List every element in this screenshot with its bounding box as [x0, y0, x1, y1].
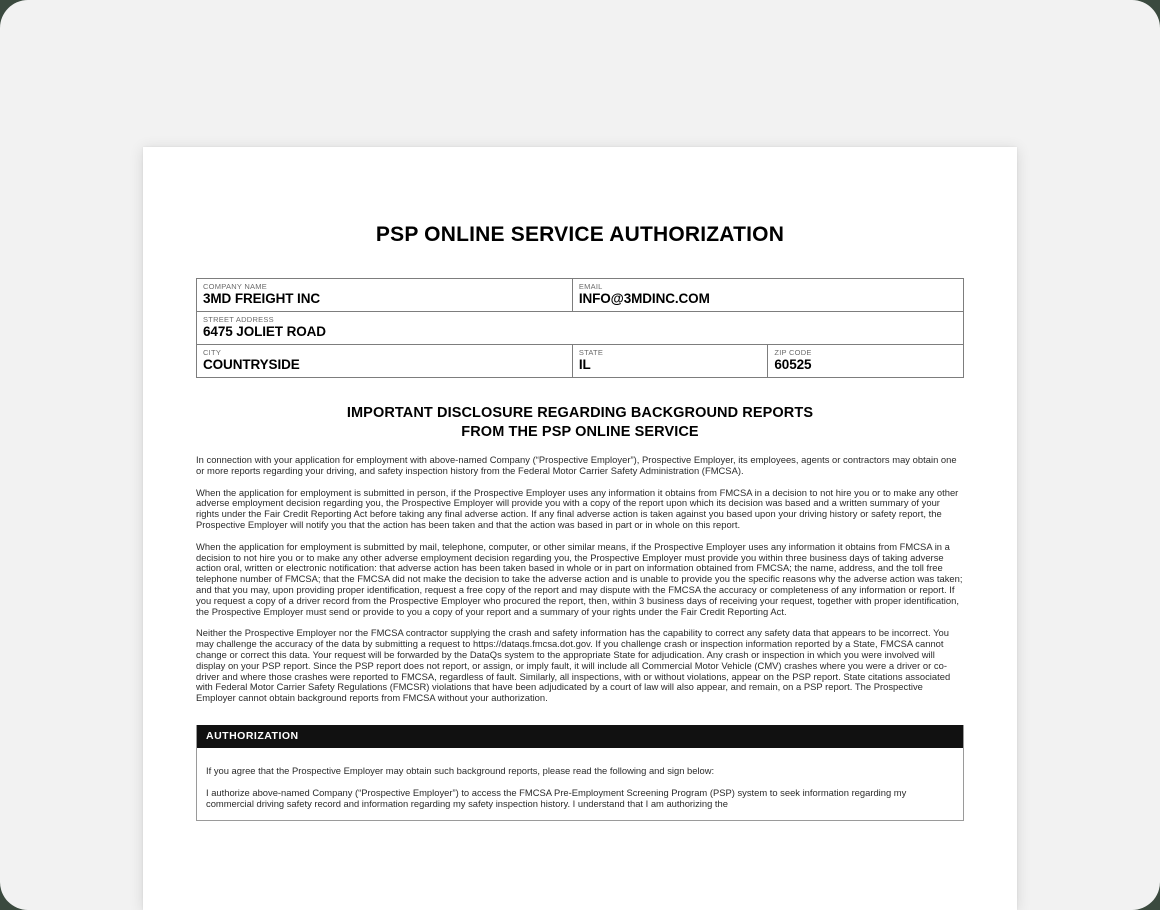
- authorization-body: [197, 748, 963, 809]
- disclosure-body: [196, 441, 964, 704]
- company-info-table: [196, 278, 964, 378]
- authorization-intro-text: If you agree that the Prospective Employer may obtain such background reports, please read the following and sign below:: [206, 764, 715, 776]
- field-label-state: STATE: [578, 348, 604, 357]
- field-label-zip-code: ZIP CODE: [774, 348, 812, 357]
- field-street-address[interactable]: [197, 312, 964, 345]
- disclosure-paragraph-1: In connection with your application for employment with above-named Company (“Prospective Employer”), Prospective Employer, its employees, agents or contractors may obtain one or more reports regarding your driving, and safety inspection history from the Federal Motor Carrier Safety Administration (FMCSA).: [196, 454, 957, 476]
- table-row: [197, 345, 964, 378]
- table-row: [197, 279, 964, 312]
- authorization-section: [196, 725, 964, 821]
- field-value-zip-code: 60525: [774, 357, 812, 372]
- disclosure-paragraph-3: When the application for employment is submitted by mail, telephone, computer, or other similar means, if the Prospective Employer uses any information it obtains from FMCSA in a decision to not hire you or to make any other adverse employment decision regarding you, the Prospective Employer must provide you within three business days of taking adverse action oral, written or electronic notification: that adverse action has been taken based in whole or in part on information obtained from FMCSA; the name, address, and the toll free telephone number of FMCSA; that the FMCSA did not make the decision to take the adverse action and is unable to provide you the specific reasons why the adverse action was taken; and that you may, upon providing proper identification, request a free copy of the report and may dispute with the FMCSA the accuracy or completeness of any information or report. If you request a copy of a driver record from the Prospective Employer who procured the report, then, within 3 business days of receiving your request, together with proper identification, the Prospective Employer must send or provide to you a copy of your report and a summary of your rights under the Fair Credit Reporting Act.: [196, 540, 963, 617]
- field-value-email: INFO@3MDINC.COM: [578, 291, 710, 306]
- field-value-company-name: 3MD FREIGHT INC: [203, 291, 321, 306]
- disclosure-heading: [196, 378, 964, 441]
- disclosure-paragraph-4: Neither the Prospective Employer nor the FMCSA contractor supplying the crash and safety information has the capability to correct any safety data that appears to be incorrect. You may challenge the accuracy of the data by submitting a request to https://dataqs.fmcsa.dot.gov. If you challenge crash or inspection information reported by a State, FMCSA cannot change or correct this data. Your request will be forwarded by the DataQs system to the appropriate State for adjudication. Any crash or inspection in which you were involved will display on your PSP report. Since the PSP report does not report, or assign, or imply fault, it will include all Commercial Motor Vehicle (CMV) crashes where you were a driver or co-driver and where those crashes were reported to FMCSA, regardless of fault. Similarly, all inspections, with or without violations, appear on the PSP report. State citations associated with Federal Motor Carrier Safety Regulations (FMCSR) violations that have been adjudicated by a court of law will also appear, and remain, on a PSP report. The Prospective Employer cannot obtain background reports from FMCSA without your authorization.: [196, 627, 951, 704]
- disclosure-heading-line1: IMPORTANT DISCLOSURE REGARDING BACKGROUND REPORTS: [346, 405, 814, 421]
- field-label-street-address: STREET ADDRESS: [203, 315, 274, 324]
- page-content: [143, 147, 1017, 821]
- field-zip-code[interactable]: [768, 345, 964, 378]
- field-company-name[interactable]: [197, 279, 573, 312]
- field-city[interactable]: [197, 345, 573, 378]
- disclosure-paragraph-2: When the application for employment is submitted in person, if the Prospective Employer uses any information it obtains from FMCSA in a decision to not hire you or to make any other adverse employment decision regarding you, the Prospective Employer will provide you with a copy of the report upon which its decision was based and a written summary of your rights under the Fair Credit Reporting Act before taking any final adverse action. If any final adverse action is taken against you based upon your driving history or safety report, the Prospective Employer will notify you that the action has been taken and that the action was based in part or in whole on this report.: [196, 486, 959, 530]
- page-title: PSP ONLINE SERVICE AUTHORIZATION: [375, 223, 785, 246]
- field-label-company-name: COMPANY NAME: [203, 282, 267, 291]
- authorization-consent-text: I authorize above-named Company (“Prospective Employer”) to access the FMCSA Pre-Employment Screening Program (PSP) system to seek information regarding my commercial driving safety record and information regarding my safety inspection history. I understand that I am authorizing the: [206, 786, 907, 809]
- field-label-email: EMAIL: [578, 282, 603, 291]
- field-value-city: COUNTRYSIDE: [203, 357, 300, 372]
- field-value-street-address: 6475 JOLIET ROAD: [203, 324, 326, 339]
- disclosure-heading-line2: FROM THE PSP ONLINE SERVICE: [461, 423, 699, 440]
- field-state[interactable]: [572, 345, 768, 378]
- field-email[interactable]: [572, 279, 963, 312]
- authorization-section-header: AUTHORIZATION: [197, 725, 963, 748]
- field-label-city: CITY: [203, 348, 222, 357]
- table-row: [197, 312, 964, 345]
- field-value-state: IL: [578, 357, 591, 372]
- document-page: [143, 147, 1017, 910]
